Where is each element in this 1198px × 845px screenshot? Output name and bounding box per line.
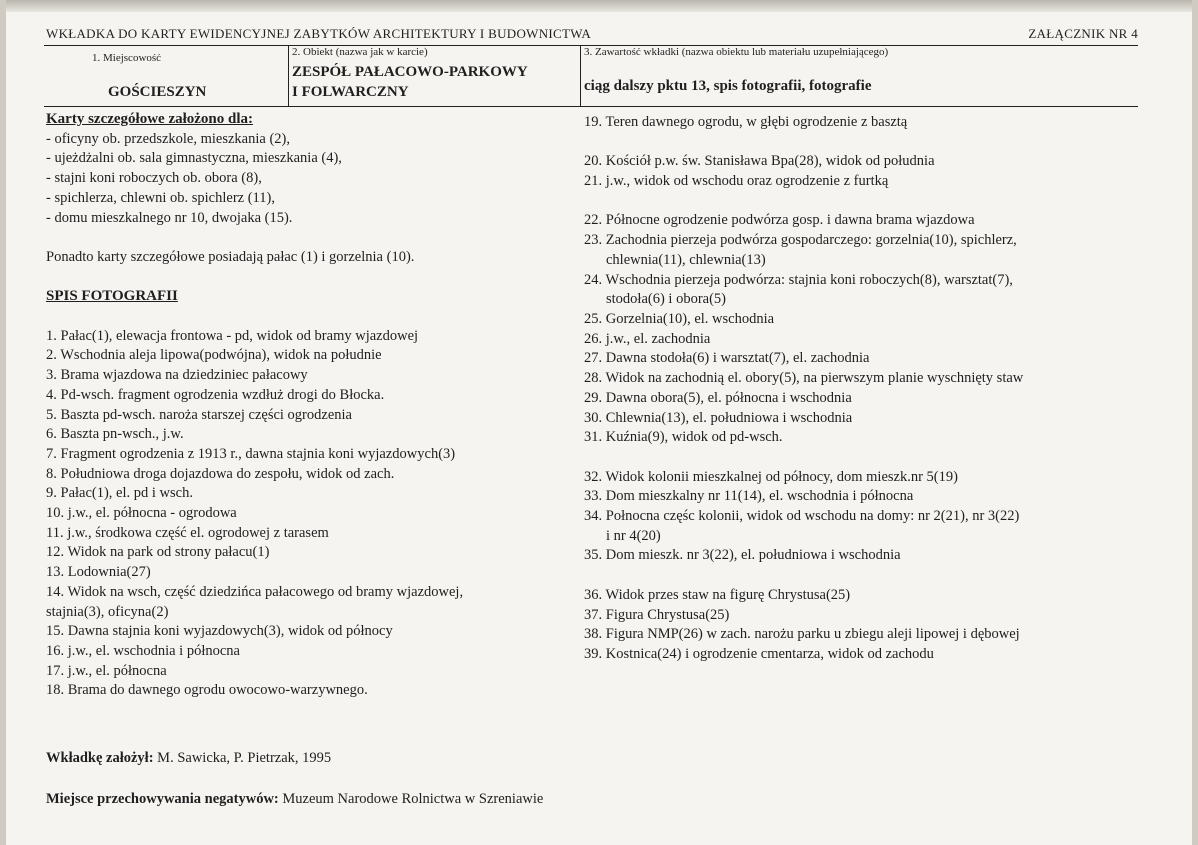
photo-item: 28. Widok na zachodnią el. obory(5), na pierwszym planie wyschnięty staw xyxy=(584,370,1024,387)
photo-item: 6. Baszta pn-wsch., j.w. xyxy=(46,426,184,443)
card-item: - stajni koni roboczych ob. obora (8), xyxy=(46,170,262,187)
photo-item: 16. j.w., el. wschodnia i północna xyxy=(46,642,240,659)
scan-left-edge xyxy=(0,0,6,845)
cards-title: Karty szczegółowe założono dla: xyxy=(46,111,254,127)
author-label: Wkładkę założył: xyxy=(46,750,154,766)
object-value-line1: ZESPÓŁ PAŁACOWO-PARKOWY xyxy=(292,64,528,80)
left-column xyxy=(46,110,463,701)
document-title: WKŁADKA DO KARTY EWIDENCYJNEJ ZABYTKÓW ARCHITEKTURY I BUDOWNICTWA xyxy=(46,26,592,41)
photo-item: 9. Pałac(1), el. pd i wsch. xyxy=(46,485,193,502)
photo-item: 4. Pd-wsch. fragment ogrodzenia wzdłuż drogi do Błocka. xyxy=(46,386,385,403)
photo-item-continuation: stajnia(3), oficyna(2) xyxy=(46,603,169,620)
photo-item: 25. Gorzelnia(10), el. wschodnia xyxy=(584,311,775,327)
photo-item: 13. Lodownia(27) xyxy=(46,564,151,581)
photo-item: 18. Brama do dawnego ogrodu owocowo-warzywnego. xyxy=(46,682,368,699)
card-item: - ujeżdżalni ob. sala gimnastyczna, mieszkania (4), xyxy=(46,150,342,167)
photo-item: 3. Brama wjazdowa na dziedziniec pałacowy xyxy=(46,367,308,384)
photo-item-continuation: chlewnia(11), chlewnia(13) xyxy=(606,251,766,268)
right-column xyxy=(584,113,1023,665)
photo-item: 7. Fragment ogrodzenia z 1913 r., dawna stajnia koni wyjazdowych(3) xyxy=(46,445,456,462)
photo-item: 33. Dom mieszkalny nr 11(14), el. wschodnia i północna xyxy=(584,488,914,505)
photo-item: 30. Chlewnia(13), el. południowa i wschodnia xyxy=(584,409,853,426)
storage-line xyxy=(46,791,543,808)
photo-item: 8. Południowa droga dojazdowa do zespołu, widok od zach. xyxy=(46,465,395,482)
table-divider-1 xyxy=(288,45,289,106)
photo-item: 1. Pałac(1), elewacja frontowa - pd, widok od bramy wjazdowej xyxy=(46,327,419,344)
photo-item: 14. Widok na wsch, część dziedzińca pałacowego od bramy wjazdowej, xyxy=(46,583,464,600)
card-item: - oficyny ob. przedszkole, mieszkania (2), xyxy=(46,130,290,147)
photo-item: 11. j.w., środkowa część el. ogrodowej z tarasem xyxy=(46,524,329,541)
scan-top-edge xyxy=(0,0,1198,12)
photo-item: 10. j.w., el. północna - ogrodowa xyxy=(46,505,237,522)
locality-label: 1. Miejscowość xyxy=(92,52,162,64)
photo-item-continuation: stodoła(6) i obora(5) xyxy=(606,291,726,308)
photo-item-continuation: i nr 4(20) xyxy=(606,527,661,544)
photo-item: 34. Połnocna częśc kolonii, widok od wschodu na domy: nr 2(21), nr 3(22) xyxy=(584,508,1020,525)
photo-item: 31. Kuźnia(9), widok od pd-wsch. xyxy=(584,429,783,446)
attachment-number: ZAŁĄCZNIK NR 4 xyxy=(1028,26,1138,41)
photo-item: 5. Baszta pd-wsch. naroża starszej części ogrodzenia xyxy=(46,406,352,423)
photo-item: 29. Dawna obora(5), el. północna i wschodnia xyxy=(584,389,852,406)
photo-item: 38. Figura NMP(26) w zach. narożu parku u zbiegu aleji lipowej i dębowej xyxy=(584,626,1020,643)
scan-right-edge xyxy=(1192,0,1198,845)
photo-item: 15. Dawna stajnia koni wyjazdowych(3), widok od północy xyxy=(46,623,393,640)
photo-item: 32. Widok kolonii mieszkalnej od północy, dom mieszk.nr 5(19) xyxy=(584,468,958,485)
photo-item: 12. Widok na park od strony pałacu(1) xyxy=(46,544,270,561)
author-line xyxy=(46,750,331,767)
photo-item: 21. j.w., widok od wschodu oraz ogrodzenie z furtką xyxy=(584,173,889,190)
photo-item: 24. Wschodnia pierzeja podwórza: stajnia koni roboczych(8), warsztat(7), xyxy=(584,271,1013,288)
author-value: M. Sawicka, P. Pietrzak, 1995 xyxy=(153,750,332,766)
photo-item: 37. Figura Chrystusa(25) xyxy=(584,606,730,623)
photos-title: SPIS FOTOGRAFII xyxy=(46,288,178,305)
card-item: - domu mieszkalnego nr 10, dwojaka (15). xyxy=(46,209,293,226)
object-value-line2: I FOLWARCZNY xyxy=(292,84,409,100)
photo-item: 36. Widok przes staw na figurę Chrystusa(25) xyxy=(584,586,851,603)
table-bottom-rule xyxy=(44,106,1138,107)
photo-item: 2. Wschodnia aleja lipowa(podwójna), widok na południe xyxy=(46,347,382,364)
photo-item: 20. Kościół p.w. św. Stanisława Bpa(28), widok od południa xyxy=(584,153,935,170)
content-value: ciąg dalszy pktu 13, spis fotografii, fotografie xyxy=(584,78,872,94)
content-label: 3. Zawartość wkładki (nazwa obiektu lub materiału uzupełniającego) xyxy=(584,46,889,58)
table-divider-2 xyxy=(580,45,581,106)
photo-item: 19. Teren dawnego ogrodu, w głębi ogrodzenie z basztą xyxy=(584,114,908,130)
object-label: 2. Obiekt (nazwa jak w karcie) xyxy=(292,46,428,58)
photo-item: 22. Północne ogrodzenie podwórza gosp. i dawna brama wjazdowa xyxy=(584,212,975,229)
locality-value: GOŚCIESZYN xyxy=(108,84,207,100)
card-item: - spichlerza, chlewni ob. spichlerz (11), xyxy=(46,189,275,206)
photo-item: 17. j.w., el. północna xyxy=(46,662,167,679)
storage-value: Muzeum Narodowe Rolnictwa w Szreniawie xyxy=(278,791,544,807)
photo-item: 39. Kostnica(24) i ogrodzenie cmentarza, widok od zachodu xyxy=(584,645,934,662)
additional-cards-note: Ponadto karty szczegółowe posiadają pałac (1) i gorzelnia (10). xyxy=(46,248,415,265)
photo-item: 27. Dawna stodoła(6) i warsztat(7), el. zachodnia xyxy=(584,350,870,367)
photo-item: 26. j.w., el. zachodnia xyxy=(584,330,711,347)
photo-item: 35. Dom mieszk. nr 3(22), el. południowa i wschodnia xyxy=(584,547,901,564)
storage-label: Miejsce przechowywania negatywów: xyxy=(46,791,279,807)
photo-item: 23. Zachodnia pierzeja podwórza gospodarczego: gorzelnia(10), spichlerz, xyxy=(584,232,1017,249)
